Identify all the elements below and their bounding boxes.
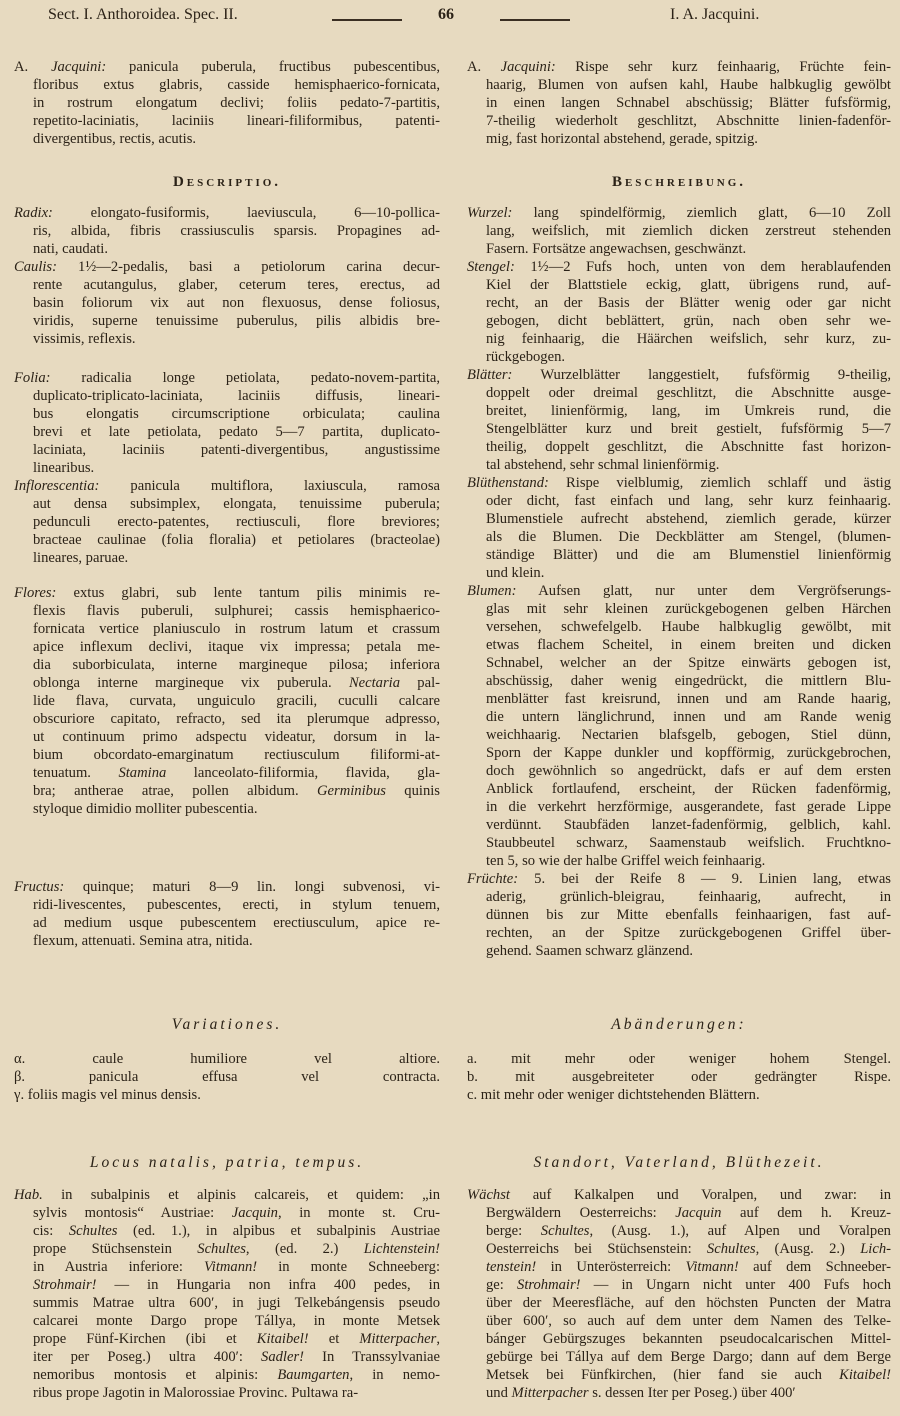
header-species-title: I. A. Jacquini. xyxy=(670,6,760,23)
text-line: lineares, paruae. xyxy=(33,550,129,566)
text-line: nemoribus montosis et alpinis: Baumgarten, in nemo- xyxy=(33,1367,440,1383)
text-line: gebürge bei Tállya auf dem Berge Dargo; dann auf dem Berge xyxy=(486,1349,891,1365)
text-line: ad medium usque pubescentem erectiusculum, apice re- xyxy=(33,915,440,931)
text-line: über 600′, so auch auf dem unter dem Namen des Telke- xyxy=(486,1313,891,1329)
text-line: Metsek bei Fünfkirchen, (hier fand sie auch Kitaibel! xyxy=(486,1367,891,1383)
text-line: viridis, superne tenuissime puberulus, pilis albidis bre- xyxy=(33,313,440,329)
text-line: laciniata, laciniis patenti-divergentibus, angustissime xyxy=(33,442,440,458)
text-line: cis: Schultes (ed. 1.), in alpibus et subalpinis Austriae xyxy=(33,1223,440,1239)
text-line: Wächst auf Kalkalpen und Voralpen, und zwar: in xyxy=(467,1187,891,1203)
latin-variations-heading: Variationes. xyxy=(171,1016,283,1033)
text-line: Anblick fortlaufend, erscheint, der Rücken fadenförmig, xyxy=(486,781,891,797)
text-line: in Austria inferiore: Vitmann! in monte Schneeberg: xyxy=(33,1259,440,1275)
text-line: in rostrum elongatum declivi; foliis pedato-7-partitis, xyxy=(33,95,440,111)
text-line: theilig, doppelt geschlitzt, die Abschnitte fast horizon- xyxy=(486,439,891,455)
text-line: Blätter: Wurzelblätter langgestielt, fufsförmig 9-theilig, xyxy=(467,367,891,383)
text-line: Kiel der Blattstiele eckig, glatt, übrigens rund, auf- xyxy=(486,277,891,293)
text-line: basin foliorum vix aut non flexuosus, dense foliosus, xyxy=(33,295,440,311)
text-line: oblonga interne margineque vix puberula. Nectaria pal- xyxy=(33,675,440,691)
text-line: ständige Blätter) und die am Blumenstiel linienförmig xyxy=(486,547,891,563)
text-line: summis Matrae ultra 600′, in jugi Telkebángensis pseudo xyxy=(33,1295,440,1311)
text-line: flexis flavis puberuli, sulphurei; cassis hemisphaerico- xyxy=(33,603,440,619)
text-line: Fructus: quinque; maturi 8—9 lin. longi subvenosi, vi- xyxy=(14,879,440,895)
text-line: doch gewöhnlich so angedrückt, dafs er auf dem ersten xyxy=(486,763,891,779)
text-line: Strohmair! — in Hungaria non infra 400 pedes, in xyxy=(33,1277,440,1293)
text-line: bra; antherae atrae, pollen albidum. Germinibus quinis xyxy=(33,783,440,799)
text-line: tal abstehend, sehr schmal linienförmig. xyxy=(486,457,720,473)
text-line: γ. foliis magis vel minus densis. xyxy=(14,1087,201,1103)
german-fruechte xyxy=(467,870,891,960)
latin-caulis xyxy=(14,258,440,348)
text-line: Schnabel, welcher an der Spitze einwärts gebogen ist, xyxy=(486,655,891,671)
text-line: lang, weifslich, mit ziemlich dicken zerstreut stehenden xyxy=(486,223,891,239)
text-line: apice inflexum declivi, itaque vix impressa; petala me- xyxy=(33,639,440,655)
text-line: pedunculi erecto-patentes, rectiusculi, flore breviores; xyxy=(33,514,440,530)
text-line: fornicata vertice planiusculo in rostrum latum et crassum xyxy=(33,621,440,637)
header-section-title: Sect. I. Anthoroidea. Spec. II. xyxy=(48,6,238,23)
text-line: A. Jacquini: panicula puberula, fructibus pubescentibus, xyxy=(14,59,440,75)
text-line: flexum, attenuati. Semina atra, nitida. xyxy=(33,933,253,949)
text-line: Sporn der Kappe dunkler und kopfförmig, zurückgebrochen, xyxy=(486,745,891,761)
text-line: dia suborbiculata, interne margineque pilosa; inferiora xyxy=(33,657,440,673)
text-line: bracteae caulinae (folia floralia) et petiolares (bracteolae) xyxy=(33,532,440,548)
text-line: β. panicula effusa vel contracta. xyxy=(14,1069,440,1085)
latin-variations-list xyxy=(14,1050,440,1104)
text-line: gebogen, dicht beblättert, grün, nach oben sehr we- xyxy=(486,313,891,329)
german-variations-heading: Abänderungen: xyxy=(611,1016,747,1033)
latin-habitat-heading: Locus natalis, patria, tempus. xyxy=(89,1154,365,1171)
text-line: nati, caudati. xyxy=(33,241,108,257)
text-line: etwas flachem Scheitel, in einem breiten und dicken xyxy=(486,637,891,653)
german-habitat xyxy=(467,1186,891,1402)
text-line: A. Jacquini: Rispe sehr kurz feinhaarig, Früchte fein- xyxy=(467,59,891,75)
text-line: die untern länglichrund, innen und am Rande wenig xyxy=(486,709,891,725)
text-line: Caulis: 1½—2-pedalis, basi a petiolorum carina decur- xyxy=(14,259,440,275)
text-line: und Mitterpacher s. dessen Iter per Poseg.) über 400′ xyxy=(486,1385,796,1401)
text-line: ris, albida, fibris crassiusculis sparsis. Propagines ad- xyxy=(33,223,440,239)
text-line: repetito-laciniatis, laciniis lineari-filiformibus, patenti- xyxy=(33,113,440,129)
text-line: nig feinhaarig, die Häärchen weifslich, sehr kurz, zu- xyxy=(486,331,891,347)
text-line: über der Meeresfläche, auf den höchsten Puncten der Matra xyxy=(486,1295,891,1311)
latin-inflorescentia xyxy=(14,477,440,567)
text-line: α. caule humiliore vel altiore. xyxy=(14,1051,440,1067)
header-rule-left xyxy=(332,19,402,21)
text-line: prope Stüchsenstein Schultes, (ed. 2.) Lichtenstein! xyxy=(33,1241,440,1257)
text-line: ut continuum primo adspectu videatur, dorsum in la- xyxy=(33,729,440,745)
german-bluethenstand xyxy=(467,474,891,582)
page-number: 66 xyxy=(438,6,454,23)
text-line: Stengel: 1½—2 Fufs hoch, unten von dem herablaufenden xyxy=(467,259,891,275)
text-line: bium obcordato-emarginatum rectiusculum filiformi-at- xyxy=(33,747,440,763)
text-line: breitet, linienförmig, lang, im Umkreis rund, die xyxy=(486,403,891,419)
text-line: rückgebogen. xyxy=(486,349,566,365)
text-line: Staubbeutel schwarz, Saamenstaub weifslich. Fruchtkno- xyxy=(486,835,891,851)
text-line: prope Fünf-Kirchen (ibi et Kitaibel! et Mitterpacher, xyxy=(33,1331,440,1347)
text-line: ridi-livescentes, pubescentes, erecti, in stylum tenuem, xyxy=(33,897,440,913)
text-line: Stengelblätter kurz und breit gestielt, fufsförmig 5—7 xyxy=(486,421,891,437)
german-blaetter xyxy=(467,366,891,474)
text-line: aderig, grünlich-bleigrau, feinhaarig, aufrecht, in xyxy=(486,889,891,905)
text-line: Hab. in subalpinis et alpinis calcareis, et quidem: „in xyxy=(14,1187,440,1203)
text-line: c. mit mehr oder weniger dichtstehenden Blättern. xyxy=(467,1087,760,1103)
text-line: haarig, Blumen von aufsen kahl, Haube halbkuglig gewölbt xyxy=(486,77,891,93)
text-line: Blumenstiele aufrecht abstehend, ziemlich gerade, kürzer xyxy=(486,511,891,527)
text-line: Radix: elongato-fusiformis, laeviuscula, 6—10-pollica- xyxy=(14,205,440,221)
german-description-heading: Beschreibung. xyxy=(611,174,747,190)
text-line: lide flava, curvata, unguiculo gracili, cuculli calcare xyxy=(33,693,440,709)
text-line: sylvis montosis“ Austriae: Jacquin, in monte st. Cru- xyxy=(33,1205,440,1221)
latin-habitat xyxy=(14,1186,440,1402)
text-line: Flores: extus glabri, sub lente tantum pilis minimis re- xyxy=(14,585,440,601)
text-line: Oesterreichs bei Stüchsenstein: Schultes, (Ausg. 2.) Lich- xyxy=(486,1241,891,1257)
text-line: versehen, schwefelgelb. Haube halbkuglig gewölbt, mit xyxy=(486,619,891,635)
latin-radix xyxy=(14,204,440,258)
text-line: oder dicht, fast einfach und lang, sehr kurz feinhaarig. xyxy=(486,493,891,509)
text-line: weichhaarig. Nectarien blafsgelb, gebogen, Stiel dünn, xyxy=(486,727,891,743)
text-line: Blüthenstand: Rispe vielblumig, ziemlich schlaff und ästig xyxy=(467,475,891,491)
text-line: Fasern. Fortsätze angewachsen, geschwänzt. xyxy=(486,241,747,257)
text-line: a. mit mehr oder weniger hohem Stengel. xyxy=(467,1051,891,1067)
text-line: in einen langen Schnabel abschüssig; Blätter fufsförmig, xyxy=(486,95,891,111)
text-line: vissimis, reflexis. xyxy=(33,331,136,347)
latin-fructus xyxy=(14,878,440,950)
text-line: verdünnt. Staubfäden lanzet-fadenförmig, gelblich, kahl. xyxy=(486,817,891,833)
text-line: 7-theilig wiederholt geschlitzt, Abschnitte linien-fadenför- xyxy=(486,113,891,129)
text-line: obscuriore capitato, refracto, sed ita plerumque adpresso, xyxy=(33,711,440,727)
latin-folia xyxy=(14,369,440,477)
text-line: divergentibus, rectis, acutis. xyxy=(33,131,197,147)
german-diagnosis xyxy=(467,58,891,148)
german-wurzel xyxy=(467,204,891,258)
latin-description-heading: Descriptio. xyxy=(172,174,282,190)
text-line: calcarei monte Dargo prope Tállya, in monte Metsek xyxy=(33,1313,440,1329)
text-line: in die verkehrt herzförmige, ausgerandete, fast gerade Lippe xyxy=(486,799,891,815)
text-line: rechten, an der Spitze zurückgebogenen Griffel über- xyxy=(486,925,891,941)
text-line: ten 5, so wie der halbe Griffel weich feinhaarig. xyxy=(486,853,766,869)
text-line: Blumen: Aufsen glatt, nur unter dem Vergröfserungs- xyxy=(467,583,891,599)
text-line: menblätter fast kreisrund, innen und am Rande haarig, xyxy=(486,691,891,707)
text-line: abschüssig, daher wenig eingedrückt, die mittlern Blu- xyxy=(486,673,891,689)
german-stengel xyxy=(467,258,891,366)
text-line: dünnen bis zur Mitte ebenfalls feinhaarigen, fast auf- xyxy=(486,907,891,923)
text-line: rente acutangulus, glaber, ceterum teres, erectus, ad xyxy=(33,277,440,293)
latin-flores xyxy=(14,584,440,818)
text-line: Bergwäldern Oesterreichs: Jacquin auf dem h. Kreuz- xyxy=(486,1205,891,1221)
text-line: als die Blumen. Die Deckblätter am Stengel, (blumen- xyxy=(486,529,891,545)
german-blumen xyxy=(467,582,891,870)
text-line: und klein. xyxy=(486,565,545,581)
text-line: aut densa subsimplex, elongata, tenuissime puberula; xyxy=(33,496,440,512)
text-line: iter per Poseg.) ultra 400′: Sadler! In Transsylvaniae xyxy=(33,1349,440,1365)
text-line: Früchte: 5. bei der Reife 8 — 9. Linien lang, etwas xyxy=(467,871,891,887)
text-line: bánger Gebürgszuges bekannten pseudocalcarischen Mittel- xyxy=(486,1331,891,1347)
text-line: linearibus. xyxy=(33,460,95,476)
text-line: glas mit sehr kleinen zurückgebogenen gelben Härchen xyxy=(486,601,891,617)
german-variations-list xyxy=(467,1050,891,1104)
text-line: ribus prope Jagotin in Malorossiae Provinc. Pultawa ra- xyxy=(33,1385,359,1401)
text-line: bus elongatis circumscriptione orbiculata; caulina xyxy=(33,406,440,422)
text-line: doppelt oder dreimal geschlitzt, die Abschnitte ausge- xyxy=(486,385,891,401)
text-line: Folia: radicalia longe petiolata, pedato-novem-partita, xyxy=(14,370,440,386)
text-line: Inflorescentia: panicula multiflora, laxiuscula, ramosa xyxy=(14,478,440,494)
text-line: Wurzel: lang spindelförmig, ziemlich glatt, 6—10 Zoll xyxy=(467,205,891,221)
header-rule-right xyxy=(500,19,570,21)
text-line: mig, fast horizontal abstehend, gerade, spitzig. xyxy=(486,131,758,147)
text-line: recht, an der Basis der Blätter wenig oder gar nicht xyxy=(486,295,891,311)
text-line: berge: Schultes, (Ausg. 1.), auf Alpen und Voralpen xyxy=(486,1223,891,1239)
text-line: tenuatum. Stamina lanceolato-filiformia, flavida, gla- xyxy=(33,765,441,781)
german-habitat-heading: Standort, Vaterland, Blüthezeit. xyxy=(533,1154,825,1171)
text-line: tenstein! in Unterösterreich: Vitmann! auf dem Schneeber- xyxy=(486,1259,891,1275)
text-line: styloque dimidio molliter pubescentia. xyxy=(33,801,258,817)
text-line: duplicato-triplicato-laciniata, laciniis diffusis, lineari- xyxy=(33,388,440,404)
latin-diagnosis xyxy=(14,58,440,148)
text-line: gehend. Saamen schwarz glänzend. xyxy=(486,943,694,959)
text-line: brevi et late petiolata, pedato 5—7 partita, duplicato- xyxy=(33,424,440,440)
text-line: ge: Strohmair! — in Ungarn nicht unter 400 Fufs hoch xyxy=(486,1277,892,1293)
text-line: floribus extus glabris, casside hemisphaerico-fornicata, xyxy=(33,77,440,93)
text-line: b. mit ausgebreiteter oder gedrängter Rispe. xyxy=(467,1069,891,1085)
